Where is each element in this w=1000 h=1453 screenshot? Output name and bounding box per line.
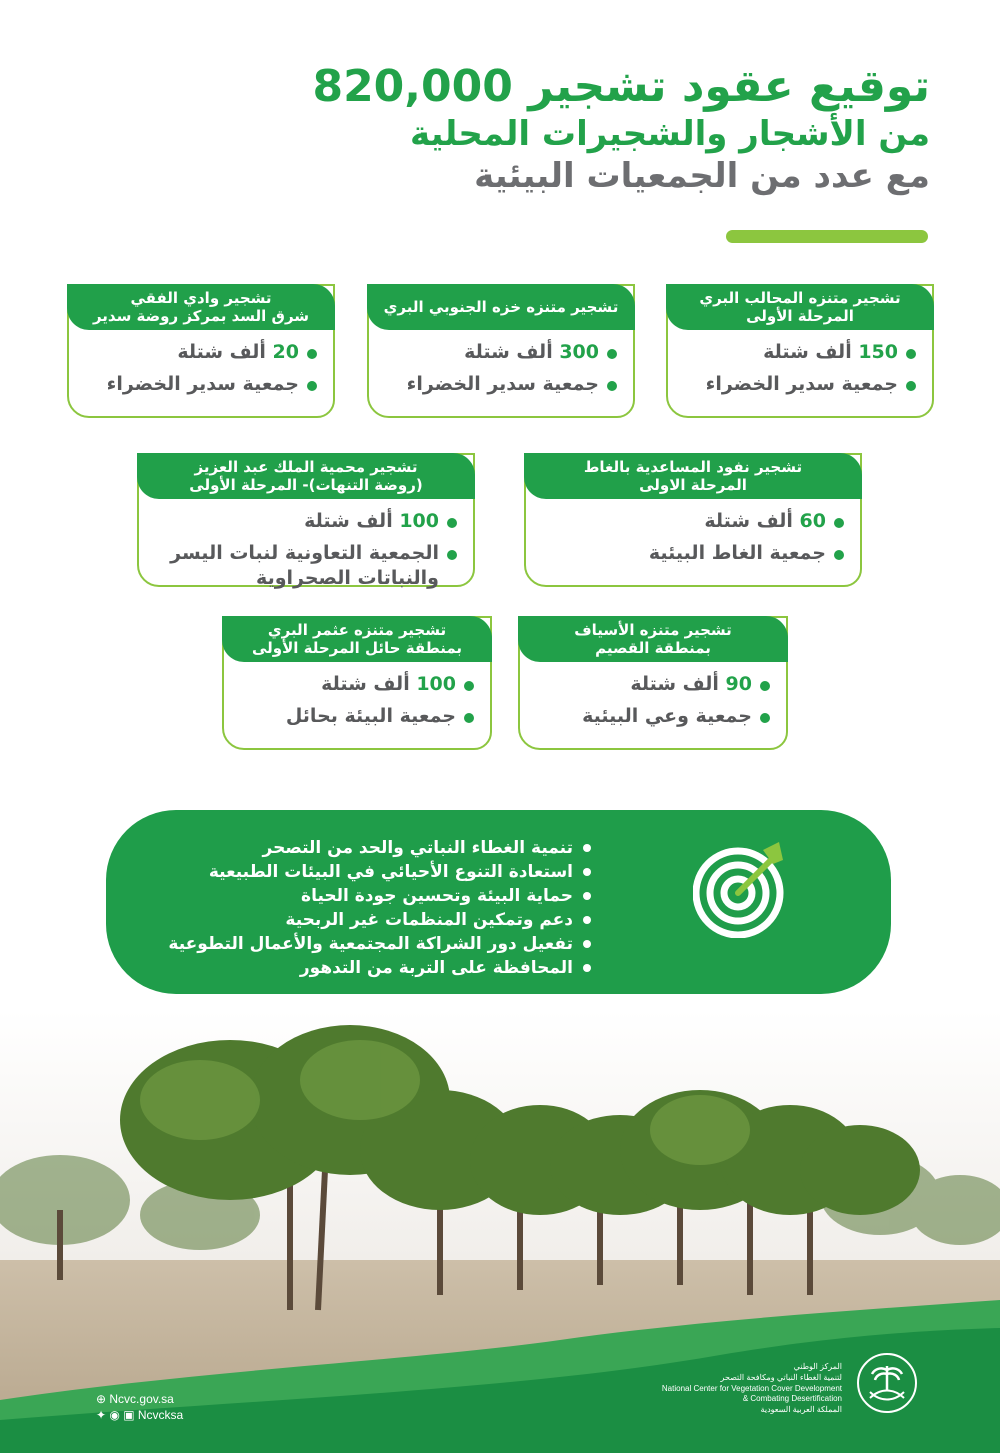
goal-text: المحافظة على التربة من التدهور (299, 958, 573, 978)
bullet-icon (583, 964, 591, 972)
seedlings-row (155, 509, 457, 535)
goal-text: تنمية الغطاء النباتي والحد من التصحر (262, 838, 573, 858)
tree-landscape-image (0, 1010, 1000, 1453)
seedling-count: 90 (725, 673, 752, 695)
card-title: تشجير محمية الملك عبد العزيز (194, 458, 418, 476)
org-name-ar2: لتنمية الغطاء النباتي ومكافحة التصحر (720, 1372, 842, 1382)
seedling-count: 300 (559, 341, 599, 363)
goal-item (168, 908, 591, 932)
target-icon (693, 838, 793, 938)
association-name: جمعية البيئة بحائل (285, 704, 456, 727)
card-header (524, 453, 862, 499)
association-row (536, 704, 770, 730)
bullet-icon (583, 940, 591, 948)
bullet-icon (583, 892, 591, 900)
card-header (67, 284, 335, 330)
main-title (230, 62, 930, 113)
goals-list (168, 836, 591, 980)
social-handle: Ncvcksa (137, 1408, 184, 1422)
org-name-ar: المركز الوطني (793, 1362, 842, 1371)
bullet-icon (607, 349, 617, 359)
seedling-count: 100 (399, 510, 439, 532)
seedling-count: 60 (799, 510, 826, 532)
bullet-icon (760, 713, 770, 723)
goal-item (168, 932, 591, 956)
title-underline (726, 230, 928, 243)
card-subtitle: (روضة التنهات)- المرحلة الأولى (189, 476, 423, 494)
bullet-icon (906, 349, 916, 359)
footer-social[interactable] (96, 1408, 183, 1422)
association-name: جمعية سدير الخضراء (705, 372, 898, 395)
association-row (85, 372, 317, 398)
card-title: تشجير نفود المساعدية بالغاط (583, 458, 803, 476)
card-title: تشجير متنزه عثمر البري (267, 621, 447, 639)
association-row (542, 541, 844, 567)
bullet-icon (607, 381, 617, 391)
seedlings-row (240, 672, 474, 698)
seedling-count: 150 (858, 341, 898, 363)
seedlings-row (385, 340, 617, 366)
bullet-icon (583, 868, 591, 876)
association-row (684, 372, 916, 398)
goal-text: استعادة التنوع الأحيائي في البيئات الطبيعية (208, 862, 573, 882)
card-subtitle: المرحلة الأولى (746, 307, 854, 325)
bullet-icon (834, 518, 844, 528)
subtitle-trees: من الأشجار والشجيرات المحلية (409, 113, 930, 154)
seedlings-row (85, 340, 317, 366)
association-name-cont: والنباتات الصحراوية (256, 567, 439, 590)
seedlings-row (684, 340, 916, 366)
card-subtitle: شرق السد بمركز روضة سدير (92, 307, 310, 325)
card-header (222, 616, 492, 662)
bullet-icon (906, 381, 916, 391)
seedling-unit: ألف شتلة (630, 673, 719, 695)
association-name: جمعية سدير الخضراء (406, 372, 599, 395)
association-name: جمعية وعي البيئية (582, 704, 752, 727)
bullet-icon (583, 844, 591, 852)
project-card (524, 453, 862, 587)
card-subtitle: المرحلة الاولى (639, 476, 747, 494)
bullet-icon (447, 518, 457, 528)
social-icons: ✦ ◉ ▣ (96, 1408, 138, 1422)
globe-icon: ⊕ (96, 1392, 110, 1406)
landscape-photo (0, 1010, 1000, 1453)
seedling-count: 20 (272, 341, 299, 363)
seedling-unit: ألف شتلة (321, 673, 410, 695)
card-header (518, 616, 788, 662)
subtitle-associations: مع عدد من الجمعيات البيئية (474, 156, 930, 197)
seedlings-row (536, 672, 770, 698)
footer-website[interactable] (96, 1392, 174, 1406)
project-card (666, 284, 934, 418)
seedling-unit: ألف شتلة (704, 510, 793, 532)
card-header (367, 284, 635, 330)
title-number: 820,000 (312, 61, 513, 112)
bullet-icon (464, 681, 474, 691)
seedlings-row (542, 509, 844, 535)
card-title: تشجير وادي الفقي (130, 289, 272, 307)
bullet-icon (834, 550, 844, 560)
association-row (240, 704, 474, 730)
association-row (385, 372, 617, 398)
project-card (222, 616, 492, 750)
card-subtitle: بمنطقة حائل المرحلة الأولى (251, 639, 463, 657)
website-text: Ncvc.gov.sa (109, 1392, 174, 1406)
seedling-unit: ألف شتلة (177, 341, 266, 363)
card-title: تشجير متنزه خزه الجنوبي البري (383, 298, 619, 316)
association-name: الجمعية التعاونية لنبات اليسر (170, 541, 439, 564)
bullet-icon (464, 713, 474, 723)
goal-item (168, 956, 591, 980)
project-card (137, 453, 475, 590)
association-name: جمعية سدير الخضراء (106, 372, 299, 395)
goal-item (168, 884, 591, 908)
project-card (518, 616, 788, 750)
card-subtitle: بمنطقة القصيم (595, 639, 711, 657)
org-name-en2: & Combating Desertification (742, 1394, 842, 1404)
seedling-count: 100 (416, 673, 456, 695)
seedling-unit: ألف شتلة (304, 510, 393, 532)
goal-text: حماية البيئة وتحسين جودة الحياة (301, 886, 573, 906)
card-header (137, 453, 475, 499)
seedling-unit: ألف شتلة (464, 341, 553, 363)
card-title: تشجير متنزه المحالب البري (699, 289, 901, 307)
project-card (67, 284, 335, 418)
kingdom-text: المملكة العربية السعودية (760, 1405, 842, 1415)
goal-text: تفعيل دور الشراكة المجتمعية والأعمال التطوعية (168, 934, 573, 954)
org-name-en: National Center for Vegetation Cover Development (661, 1383, 842, 1393)
goal-item (168, 836, 591, 860)
bullet-icon (447, 550, 457, 560)
goal-item (168, 860, 591, 884)
footer-org (642, 1362, 842, 1416)
palm-swords-emblem (856, 1352, 918, 1414)
goal-text: دعم وتمكين المنظمات غير الربحية (285, 910, 573, 930)
seedling-unit: ألف شتلة (763, 341, 852, 363)
bullet-icon (760, 681, 770, 691)
goals-panel (106, 810, 891, 994)
association-name: جمعية الغاط البيئية (648, 541, 826, 564)
project-card (367, 284, 635, 418)
card-title: تشجير متنزه الأسياف (574, 621, 732, 639)
title-block (230, 62, 930, 198)
bullet-icon (583, 916, 591, 924)
association-row (155, 541, 457, 592)
title-prefix: توقيع عقود تشجير (528, 61, 930, 112)
card-header (666, 284, 934, 330)
bullet-icon (307, 349, 317, 359)
bullet-icon (307, 381, 317, 391)
